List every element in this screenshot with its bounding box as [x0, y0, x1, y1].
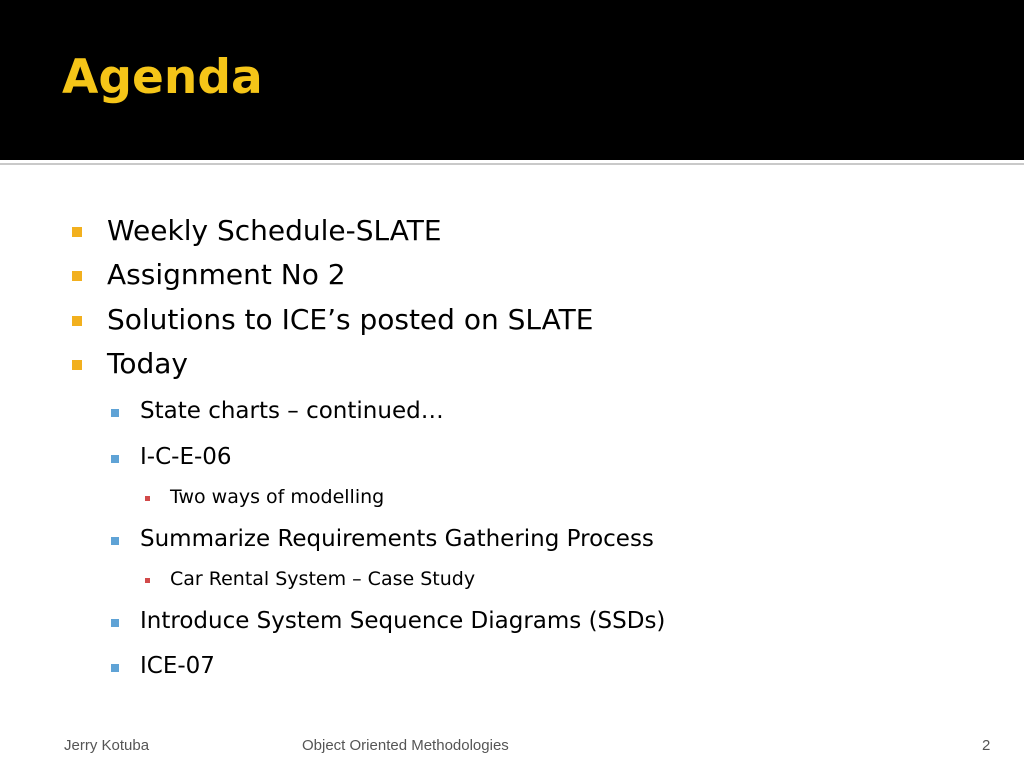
list-item: ICE-07	[140, 653, 215, 679]
footer-page-number: 2	[982, 737, 991, 754]
list-item: Two ways of modelling	[170, 486, 385, 508]
list-item: Assignment No 2	[107, 258, 346, 291]
square-bullet-icon	[111, 537, 119, 545]
list-item: Weekly Schedule-SLATE	[107, 214, 442, 247]
square-bullet-icon	[72, 227, 82, 237]
list-item: State charts – continued…	[140, 398, 444, 424]
list-item: Introduce System Sequence Diagrams (SSDs)	[140, 608, 666, 634]
list-item: Car Rental System – Case Study	[170, 568, 476, 590]
footer-course-title: Object Oriented Methodologies	[302, 737, 509, 754]
square-bullet-icon	[72, 271, 82, 281]
square-bullet-icon	[145, 496, 150, 501]
list-item: Today	[107, 347, 188, 380]
list-item: Summarize Requirements Gathering Process	[140, 526, 654, 552]
square-bullet-icon	[72, 316, 82, 326]
list-item: Solutions to ICE’s posted on SLATE	[107, 303, 594, 336]
square-bullet-icon	[72, 360, 82, 370]
footer-author: Jerry Kotuba	[64, 737, 150, 754]
square-bullet-icon	[111, 455, 119, 463]
square-bullet-icon	[145, 578, 150, 583]
square-bullet-icon	[111, 664, 119, 672]
square-bullet-icon	[111, 619, 119, 627]
list-item: I-C-E-06	[140, 444, 232, 470]
square-bullet-icon	[111, 409, 119, 417]
slide-title: Agenda	[62, 50, 263, 105]
